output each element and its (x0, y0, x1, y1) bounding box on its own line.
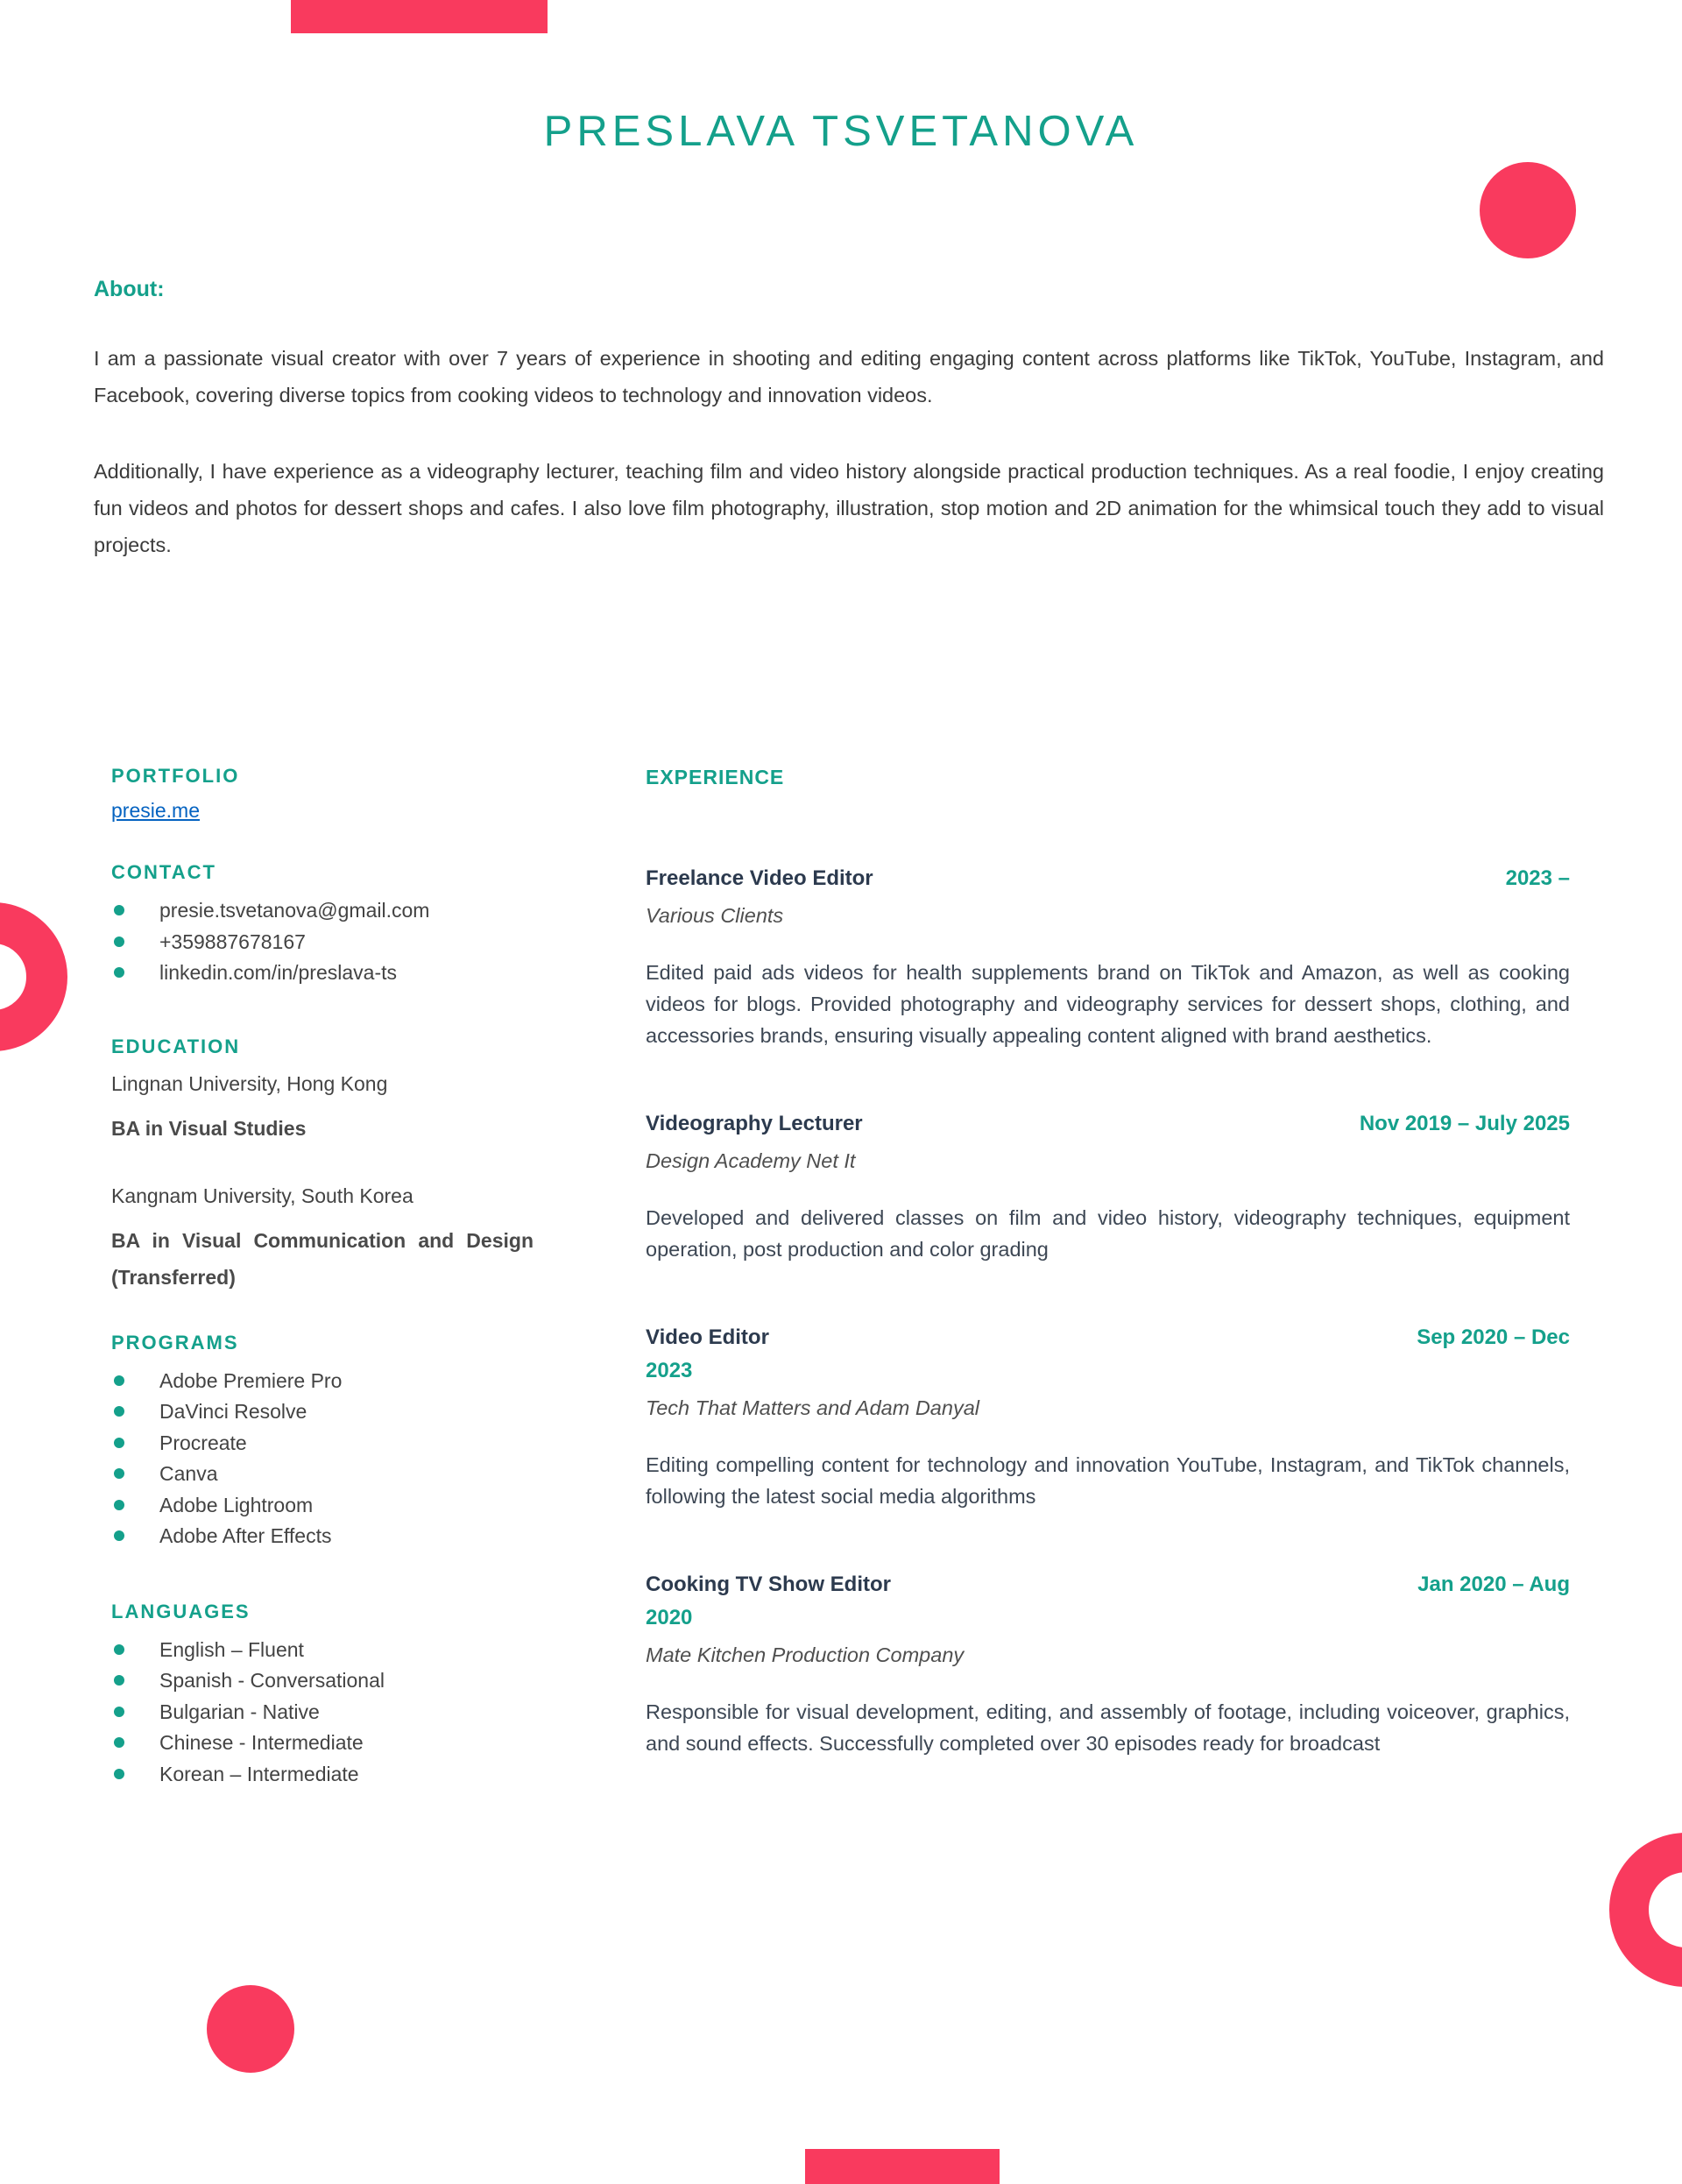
about-paragraph: Additionally, I have experience as a videography lecturer, teaching film and video history alongside practical production techniques. As a real foodie, I enjoy creating fun videos and photos for dessert shops and cafes. I also love film photography, illustration, stop motion and 2D animation for the whimsical touch they add to visual projects. (94, 460, 1604, 556)
program-item: Procreate (111, 1428, 534, 1460)
sidebar (111, 764, 534, 1790)
program-item: Adobe Premiere Pro (111, 1366, 534, 1397)
job-date: Sep 2020 – Dec (1417, 1325, 1570, 1349)
job-date-wrap: 2020 (646, 1606, 693, 1629)
education-degree: BA in Visual Communication and Design (Transferred) (111, 1228, 534, 1289)
about-heading: About: (94, 277, 165, 301)
education-school: Lingnan University, Hong Kong (111, 1071, 388, 1095)
portfolio-link[interactable]: presie.me (111, 799, 200, 822)
education-degree: BA in Visual Studies (111, 1116, 307, 1140)
contact-heading: CONTACT (111, 861, 216, 883)
job-entry (646, 862, 1570, 1051)
job-description: Edited paid ads videos for health supplements brand on TikTok and Amazon, as well as cooking videos for blogs. Provided photography and videography services for dessert shops, clothing, and accessories brands, ensuring visually appealing content aligned with brand aesthetics. (646, 961, 1570, 1047)
job-entry (646, 1107, 1570, 1265)
job-date: Nov 2019 – July 2025 (1359, 1112, 1570, 1135)
job-company: Mate Kitchen Production Company (646, 1643, 965, 1666)
language-item: Chinese - Intermediate (111, 1728, 534, 1759)
job-header (646, 1107, 1570, 1141)
job-company: Design Academy Net It (646, 1149, 856, 1172)
contact-list (111, 895, 534, 989)
contact-item-linkedin: linkedin.com/in/preslava-ts (111, 958, 534, 989)
job-header (646, 1568, 1570, 1601)
job-title: Cooking TV Show Editor (646, 1573, 891, 1596)
job-company: Various Clients (646, 904, 784, 927)
job-header (646, 862, 1570, 895)
job-date: 2023 – (1505, 866, 1570, 890)
program-item: Adobe After Effects (111, 1521, 534, 1552)
program-item: Adobe Lightroom (111, 1490, 534, 1522)
decor-rect-top (291, 0, 548, 33)
job-title: Freelance Video Editor (646, 866, 873, 890)
programs-heading: PROGRAMS (111, 1331, 239, 1354)
decor-rect-bottom (805, 2149, 1000, 2184)
program-item: DaVinci Resolve (111, 1396, 534, 1428)
language-item: Korean – Intermediate (111, 1759, 534, 1791)
page-title: PRESLAVA TSVETANOVA (543, 108, 1139, 155)
languages-list (111, 1635, 534, 1791)
decor-ring-bottom-right (1609, 1833, 1682, 1987)
job-title: Videography Lecturer (646, 1112, 863, 1135)
program-item: Canva (111, 1459, 534, 1490)
job-date: Jan 2020 – Aug (1417, 1573, 1570, 1596)
language-item: English – Fluent (111, 1635, 534, 1666)
job-title: Video Editor (646, 1325, 769, 1349)
job-entry (646, 1321, 1570, 1512)
language-item: Bulgarian - Native (111, 1697, 534, 1728)
job-company: Tech That Matters and Adam Danyal (646, 1396, 979, 1419)
education-school: Kangnam University, South Korea (111, 1184, 413, 1207)
job-description: Responsible for visual development, editing, and assembly of footage, including voiceover, graphics, and sound effects. Successfully completed over 30 episodes ready for broadcast (646, 1700, 1570, 1755)
decor-circle-bottom-left (207, 1985, 294, 2073)
job-date-wrap: 2023 (646, 1359, 693, 1382)
decor-circle-top-right (1480, 162, 1576, 258)
contact-item-phone: +359887678167 (111, 927, 534, 958)
education-heading: EDUCATION (111, 1035, 241, 1057)
portfolio-heading: PORTFOLIO (111, 765, 240, 787)
experience-section (646, 764, 1570, 1759)
languages-heading: LANGUAGES (111, 1600, 251, 1622)
decor-ring-left (0, 902, 67, 1051)
job-description: Developed and delivered classes on film and video history, videography techniques, equipment operation, post production and color grading (646, 1206, 1570, 1261)
language-item: Spanish - Conversational (111, 1665, 534, 1697)
experience-heading: EXPERIENCE (646, 766, 785, 788)
job-entry (646, 1568, 1570, 1759)
contact-item-email: presie.tsvetanova@gmail.com (111, 895, 534, 927)
job-header (646, 1321, 1570, 1354)
about-section (94, 275, 1604, 603)
job-description: Editing compelling content for technology and innovation YouTube, Instagram, and TikTok channels, following the latest social media algorithms (646, 1453, 1570, 1508)
about-paragraph: I am a passionate visual creator with over 7 years of experience in shooting and editing engaging content across platforms like TikTok, YouTube, Instagram, and Facebook, covering diverse topics from cooking videos to technology and innovation videos. (94, 347, 1604, 406)
programs-list (111, 1366, 534, 1552)
